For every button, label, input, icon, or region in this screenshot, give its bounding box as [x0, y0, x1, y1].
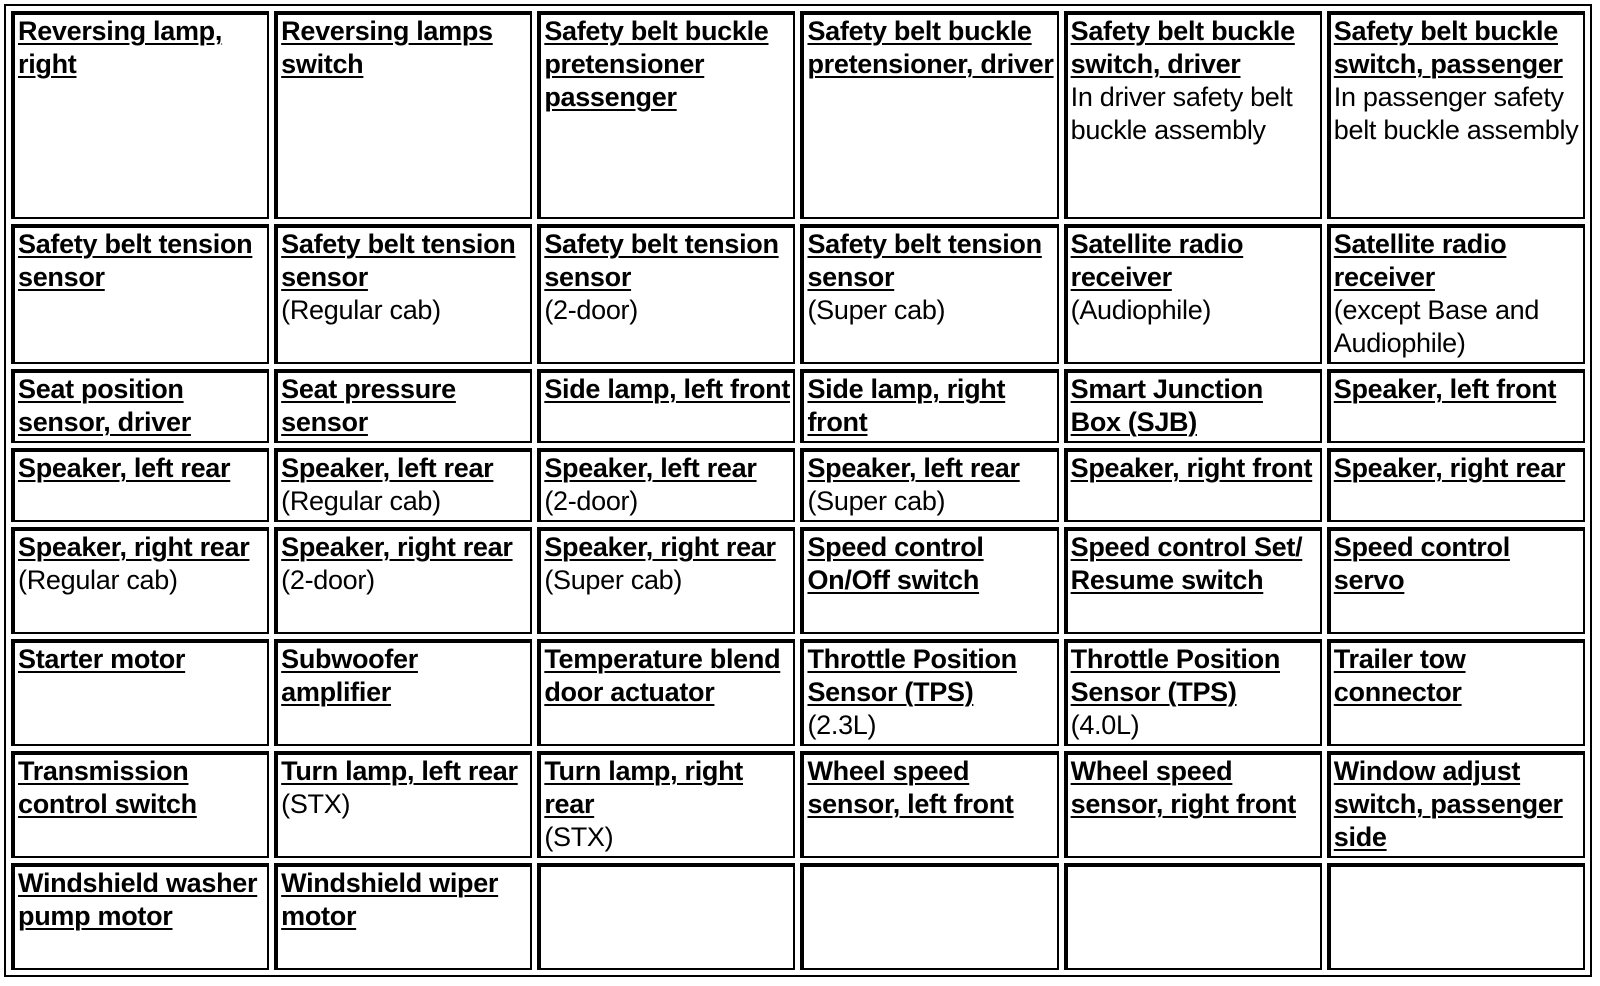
component-link[interactable]: Safety belt tension sensor: [807, 229, 1042, 292]
table-cell: [1327, 527, 1585, 634]
component-note: (Super cab): [807, 486, 946, 516]
table-cell: [1064, 751, 1322, 858]
component-link[interactable]: Temperature blend door actuator: [544, 644, 781, 707]
component-link[interactable]: Seat pressure sensor: [281, 374, 456, 437]
table-cell: [11, 639, 269, 746]
table-cell: [274, 224, 532, 364]
table-cell: [537, 639, 795, 746]
table-cell: [800, 448, 1058, 522]
table-cell: [11, 863, 269, 970]
component-link[interactable]: Safety belt buckle pretensioner, driver: [807, 16, 1054, 79]
table-cell: [800, 224, 1058, 364]
component-note: (except Base and Audiophile): [1333, 295, 1540, 358]
table-cell: [274, 751, 532, 858]
component-link[interactable]: Reversing lamp, right: [18, 16, 223, 79]
component-link[interactable]: Speaker, left rear: [807, 453, 1020, 483]
table-cell: [1327, 224, 1585, 364]
component-link[interactable]: Wheel speed sensor, right front: [1070, 756, 1296, 819]
component-link[interactable]: Speaker, left rear: [281, 453, 494, 483]
component-link[interactable]: Turn lamp, right rear: [544, 756, 744, 819]
component-link[interactable]: Speaker, right rear: [544, 532, 776, 562]
table-cell: [800, 369, 1058, 443]
table-cell: [11, 224, 269, 364]
table-cell: [537, 369, 795, 443]
component-link[interactable]: Subwoofer amplifier: [281, 644, 418, 707]
table-cell: [537, 527, 795, 634]
table-cell: [537, 751, 795, 858]
table-cell: [1064, 369, 1322, 443]
table-row: [11, 639, 1585, 746]
component-note: In driver safety belt buckle assembly: [1070, 82, 1293, 145]
empty-cell: [1064, 863, 1322, 970]
table-cell: [1327, 369, 1585, 443]
component-link[interactable]: Wheel speed sensor, left front: [807, 756, 1014, 819]
component-link[interactable]: Speaker, right rear: [281, 532, 513, 562]
component-note: (Super cab): [807, 295, 946, 325]
table-row: [11, 863, 1585, 970]
component-link[interactable]: Turn lamp, left rear: [281, 756, 518, 786]
component-link[interactable]: Speaker, left rear: [18, 453, 231, 483]
table-row: [11, 11, 1585, 219]
empty-cell: [537, 863, 795, 970]
component-link[interactable]: Speaker, right rear: [1333, 453, 1566, 483]
component-link[interactable]: Windshield washer pump motor: [18, 868, 258, 931]
component-link[interactable]: Safety belt tension sensor: [281, 229, 516, 292]
table-cell: [274, 448, 532, 522]
component-note: (2.3L): [807, 710, 877, 740]
component-note: (Super cab): [544, 565, 683, 595]
component-note: (2-door): [544, 295, 638, 325]
table-row: [11, 751, 1585, 858]
table-row: [11, 224, 1585, 364]
table-cell: [1064, 527, 1322, 634]
component-link[interactable]: Window adjust switch, passenger side: [1333, 756, 1563, 852]
component-index-table: [4, 4, 1592, 977]
component-link[interactable]: Speed control servo: [1333, 532, 1510, 595]
component-link[interactable]: Safety belt buckle switch, passenger: [1333, 16, 1563, 79]
table-cell: [537, 448, 795, 522]
component-note: (Regular cab): [18, 565, 178, 595]
table-cell: [11, 527, 269, 634]
table-cell: [1064, 11, 1322, 219]
table-cell: [800, 751, 1058, 858]
component-link[interactable]: Seat position sensor, driver: [18, 374, 191, 437]
table-cell: [800, 11, 1058, 219]
component-link[interactable]: Smart Junction Box (SJB): [1070, 374, 1263, 437]
component-note: In passenger safety belt buckle assembly: [1333, 82, 1579, 145]
table-cell: [11, 751, 269, 858]
table-cell: [274, 527, 532, 634]
component-note: (STX): [281, 789, 351, 819]
table-cell: [1064, 224, 1322, 364]
component-link[interactable]: Speaker, left rear: [544, 453, 757, 483]
table-cell: [274, 369, 532, 443]
component-link[interactable]: Windshield wiper motor: [281, 868, 499, 931]
component-link[interactable]: Reversing lamps switch: [281, 16, 493, 79]
table-cell: [274, 639, 532, 746]
table-cell: [537, 11, 795, 219]
component-link[interactable]: Speed control On/Off switch: [807, 532, 984, 595]
component-note: (Regular cab): [281, 295, 441, 325]
table-row: [11, 369, 1585, 443]
component-link[interactable]: Safety belt tension sensor: [544, 229, 779, 292]
component-link[interactable]: Starter motor: [18, 644, 186, 674]
table-cell: [1064, 639, 1322, 746]
table-cell: [11, 369, 269, 443]
table-cell: [274, 863, 532, 970]
component-link[interactable]: Safety belt tension sensor: [18, 229, 253, 292]
table-cell: [1327, 448, 1585, 522]
table-row: [11, 527, 1585, 634]
table-cell: [537, 224, 795, 364]
component-note: (Audiophile): [1070, 295, 1212, 325]
component-link[interactable]: Satellite radio receiver: [1333, 229, 1507, 292]
component-link[interactable]: Throttle Position Sensor (TPS): [1070, 644, 1281, 707]
component-note: (2-door): [544, 486, 638, 516]
component-link[interactable]: Speed control Set/ Resume switch: [1070, 532, 1303, 595]
component-note: (2-door): [281, 565, 375, 595]
table-cell: [1327, 639, 1585, 746]
component-link[interactable]: Side lamp, right front: [807, 374, 1006, 437]
component-note: (STX): [544, 822, 614, 852]
component-link[interactable]: Trailer tow connector: [1333, 644, 1466, 707]
table-row: [11, 448, 1585, 522]
component-link[interactable]: Speaker, right rear: [18, 532, 250, 562]
table-cell: [1327, 751, 1585, 858]
component-note: (4.0L): [1070, 710, 1140, 740]
component-link[interactable]: Speaker, left front: [1333, 374, 1557, 404]
table-cell: [1064, 448, 1322, 522]
table-cell: [11, 11, 269, 219]
component-link[interactable]: Safety belt buckle pretensioner passenger: [544, 16, 769, 112]
component-link[interactable]: Satellite radio receiver: [1070, 229, 1244, 292]
table-cell: [11, 448, 269, 522]
component-link[interactable]: Side lamp, left front: [544, 374, 791, 404]
component-link[interactable]: Speaker, right front: [1070, 453, 1313, 483]
component-link[interactable]: Throttle Position Sensor (TPS): [807, 644, 1017, 707]
empty-cell: [800, 863, 1058, 970]
table-cell: [800, 527, 1058, 634]
table-cell: [274, 11, 532, 219]
empty-cell: [1327, 863, 1585, 970]
component-link[interactable]: Safety belt buckle switch, driver: [1070, 16, 1295, 79]
table-cell: [1327, 11, 1585, 219]
table-cell: [800, 639, 1058, 746]
component-link[interactable]: Transmission control switch: [18, 756, 197, 819]
component-note: (Regular cab): [281, 486, 441, 516]
